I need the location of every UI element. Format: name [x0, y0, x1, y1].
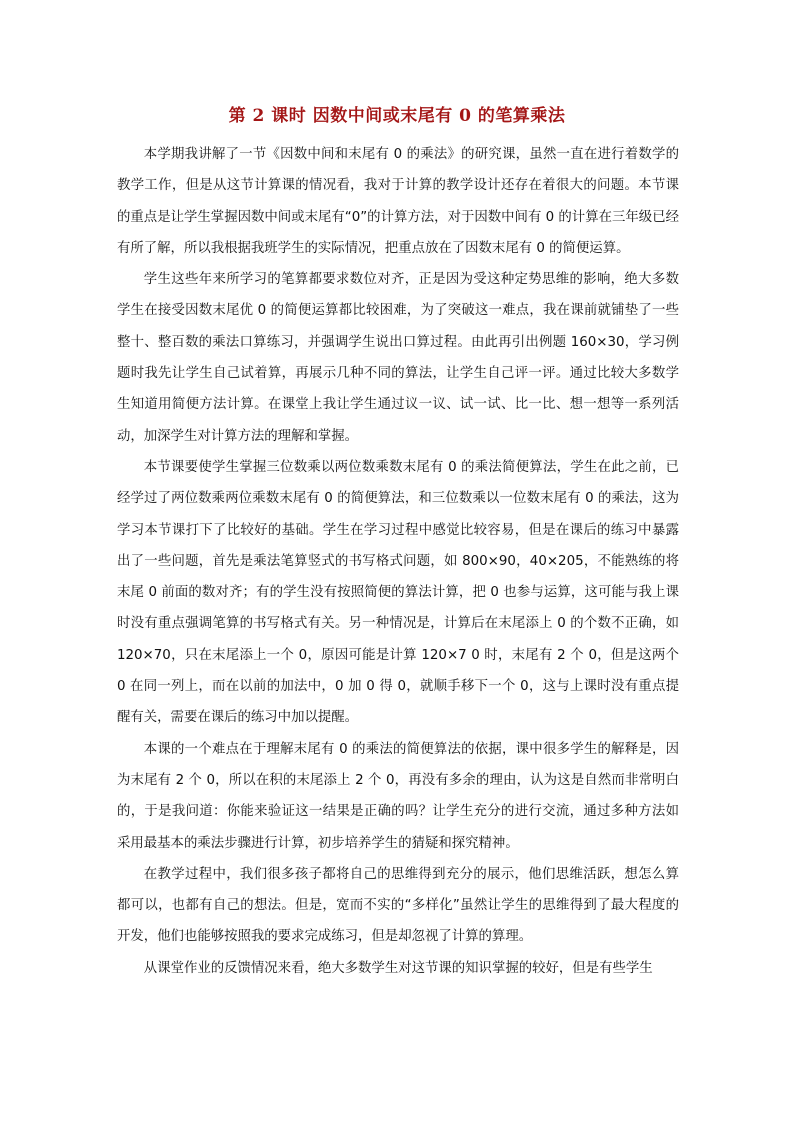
page-title: 第 2 课时 因数中间或末尾有 0 的笔算乘法: [228, 106, 566, 126]
paragraph-2: 学生这些年来所学习的笔算都要求数位对齐，正是因为受这种定势思维的影响，绝大多数学生在接受因数末尾优 0 的简便运算都比较困难，为了突破这一难点，我在课前就铺垫了一些整十、整百数的乘法口算练习，并强调学生说出口算过程。由此再引出例题 160×30，学习例题时我先让学生自己试着算，再展示几种不同的算法，让学生自己评一评。通过比较大多数学生知道用简便方法计算。在课堂上我让学生通过议一议、试一试、比一比、想一想等一系列活动，加深学生对计算方法的理解和掌握。: [117, 272, 679, 444]
paragraph-6: 从课堂作业的反馈情况来看，绝大多数学生对这节课的知识掌握的较好，但是有些学生: [143, 960, 653, 976]
paragraph-3: 本节课要使学生掌握三位数乘以两位数乘数末尾有 0 的乘法简便算法，学生在此之前，已经学过了两位数乘两位乘数末尾有 0 的简便算法，和三位数乘以一位数末尾有 0 的乘法，这为学习本节课打下了比较好的基础。学生在学习过程中感觉比较容易，但是在课后的练习中暴露出了一些问题，首先是乘法笔算竖式的书写格式问题，如 800×90，40×205，不能熟练的将末尾 0 前面的数对齐；有的学生没有按照简便的算法计算，把 0 也参与运算，这可能与我上课时没有重点强调笔算的书写格式有关。另一种情况是，计算后在末尾添上 0 的个数不正确，如 120×70，只在末尾添上一个 0，原因可能是计算 120×7 0 时，末尾有 2 个 0，但是这两个 0 在同一列上，而在以前的加法中，0 加 0 得 0，就顺手移下一个 0，这与上课时没有重点提醒有关，需要在课后的练习中加以提醒。: [117, 459, 679, 726]
document-body: [117, 139, 679, 984]
paragraph-4: 本课的一个难点在于理解末尾有 0 的乘法的简便算法的依据，课中很多学生的解释是，因为末尾有 2 个 0，所以在积的末尾添上 2 个 0，再没有多余的理由，认为这是自然而非常明白的，于是我问道：你能来验证这一结果是正确的吗？让学生充分的进行交流，通过多种方法如采用最基本的乘法步骤进行计算，初步培养学生的猜疑和探究精神。: [117, 741, 679, 851]
paragraph-5: 在教学过程中，我们很多孩子都将自己的思维得到充分的展示，他们思维活跃，想怎么算都可以，也都有自己的想法。但是，宽而不实的“多样化”虽然让学生的思维得到了最大程度的开发，他们也能够按照我的要求完成练习，但是却忽视了计算的算理。: [117, 866, 679, 945]
paragraph-1: 本学期我讲解了一节《因数中间和末尾有 0 的乘法》的研究课，虽然一直在进行着数学的教学工作，但是从这节计算课的情况看，我对于计算的教学设计还存在着很大的问题。本节课的重点是让学生掌握因数中间或末尾有“0”的计算方法，对于因数中间有 0 的计算在三年级已经有所了解，所以我根据我班学生的实际情况，把重点放在了因数末尾有 0 的简便运算。: [117, 147, 679, 256]
